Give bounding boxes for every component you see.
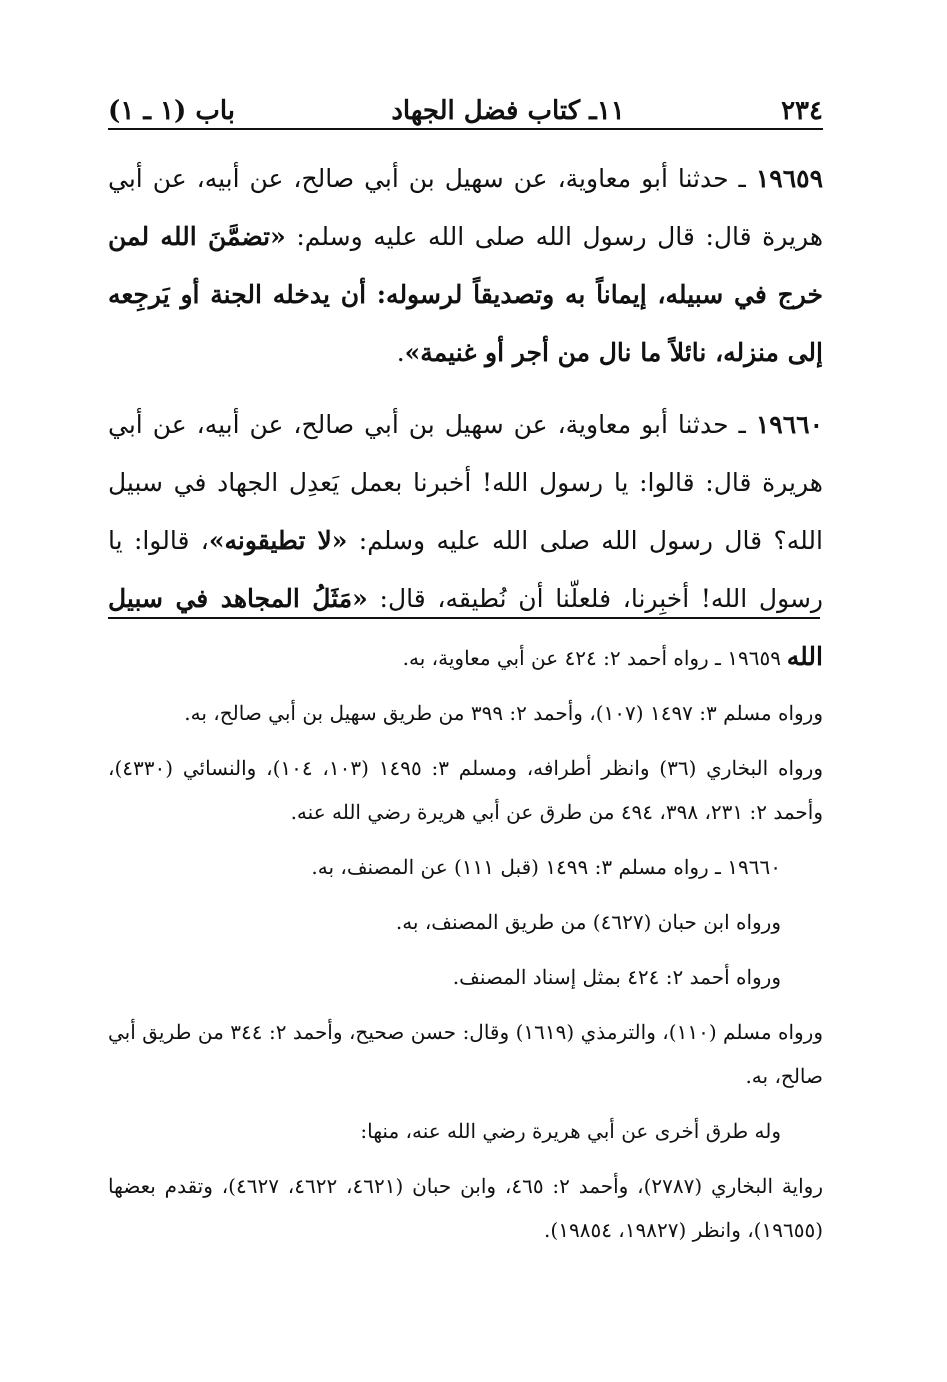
page-number: ٢٣٤ xyxy=(781,96,823,126)
footnote-item: ورواه البخاري (٣٦) وانظر أطرافه، ومسلم ٣: ١٤٩٥ (١٠٣، ١٠٤)، والنسائي (٤٣٣٠)، وأحمد ٢: ٢٣١، ٣٩٨، ٤٩٤ من طرق عن أبي هريرة رضي الله عنه. xyxy=(108,756,823,824)
book-title: ١١ـ كتاب فضل الجهاد xyxy=(391,96,625,126)
footnote-item: ورواه ابن حبان (٤٦٢٧) من طريق المصنف، به. xyxy=(395,910,781,934)
hadith-quote: «تضمَّنَ الله لمن خرج في سبيله، إيماناً به وتصديقاً لرسوله: أن يدخله الجنة أو يَرجِعه إلى منزله، نائلاً ما نال من أجر أو غنيمة» xyxy=(108,222,823,367)
hadith-intro: ـ حدثنا أبو معاوية، عن سهيل بن أبي صالح، عن أبيه، عن أبي هريرة قال: قالوا: يا رسول الله! أخبرنا بعمل يَعدِل الجهاد في سبيل الله؟ قال رسول الله صلى الله عليه وسلم: xyxy=(108,410,823,555)
hadith-19659 xyxy=(108,150,823,382)
hadith-intro: ـ حدثنا أبو معاوية، عن سهيل بن أبي صالح، عن أبيه، عن أبي هريرة قال: قال رسول الله صلى الله عليه وسلم: xyxy=(108,164,823,251)
footnote-item: وله طرق أخرى عن أبي هريرة رضي الله عنه، منها: xyxy=(360,1119,781,1143)
footnote-rule xyxy=(108,617,820,619)
hadith-quote: «مَثَلُ المجاهد في سبيل الله xyxy=(108,584,823,671)
hadith-end: . xyxy=(396,338,405,367)
running-header xyxy=(108,80,823,126)
header-rule xyxy=(108,128,823,130)
hadith-text: ، قالوا: يا رسول الله! أخبِرنا، فلعلّنا أن نُطيقه، قال: xyxy=(108,526,823,613)
hadith-quote: «لا تطيقونه» xyxy=(208,526,348,555)
hadith-number: ١٩٦٦٠ xyxy=(755,410,823,439)
hadith-number: ١٩٦٥٩ xyxy=(755,164,823,193)
chapter-label: باب (١ ـ ١) xyxy=(108,96,235,126)
footnote-item: ١٩٦٦٠ ـ رواه مسلم ٣: ١٤٩٩ (قبل ١١١) عن المصنف، به. xyxy=(311,855,781,879)
footnote-item: ١٩٦٥٩ ـ رواه أحمد ٢: ٤٢٤ عن أبي معاوية، به. xyxy=(402,646,781,670)
footnote-item: ورواه مسلم (١١٠)، والترمذي (١٦١٩) وقال: حسن صحيح، وأحمد ٢: ٣٤٤ من طريق أبي صالح، به. xyxy=(108,1020,823,1088)
footnotes xyxy=(108,636,823,1263)
footnote-item: ورواه مسلم ٣: ١٤٩٧ (١٠٧)، وأحمد ٢: ٣٩٩ من طريق سهيل بن أبي صالح، به. xyxy=(184,701,823,725)
footnote-item: ورواه أحمد ٢: ٤٢٤ بمثل إسناد المصنف. xyxy=(452,965,781,989)
main-text xyxy=(108,150,823,686)
footnote-item: رواية البخاري (٢٧٨٧)، وأحمد ٢: ٤٦٥، وابن حبان (٤٦٢١، ٤٦٢٢، ٤٦٢٧)، وتقدم بعضها (١٩٦٥٥)، وانظر (١٩٨٢٧، ١٩٨٥٤). xyxy=(108,1174,823,1242)
